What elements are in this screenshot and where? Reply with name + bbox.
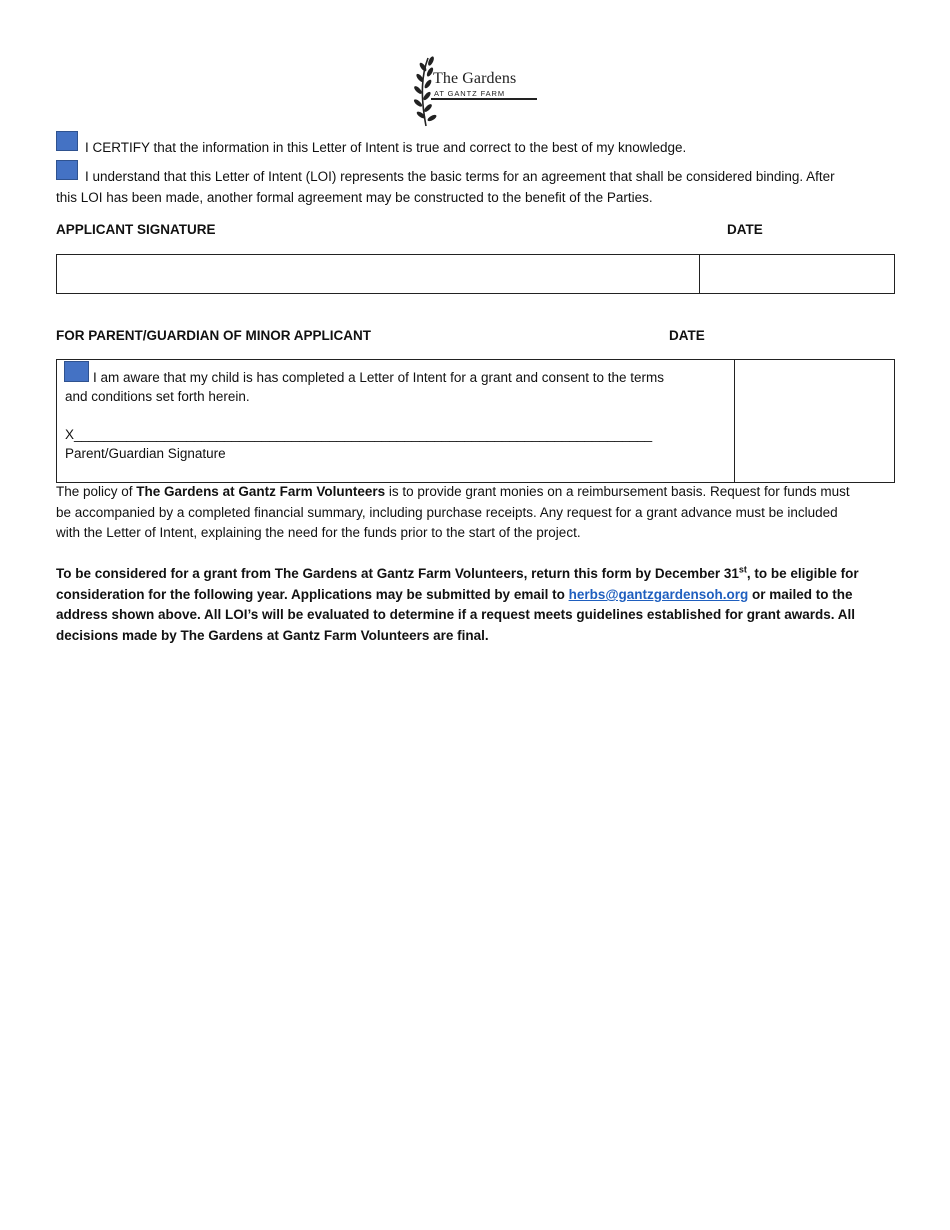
applicant-signature-label: APPLICANT SIGNATURE — [56, 222, 216, 237]
applicant-date-field[interactable] — [700, 255, 894, 293]
guardian-date-field[interactable] — [735, 360, 894, 482]
applicant-signature-field[interactable] — [57, 255, 699, 293]
applicant-date-label: DATE — [727, 222, 763, 237]
deadline-line2 — [56, 585, 853, 605]
guardian-consent-checkbox[interactable] — [64, 361, 89, 382]
policy-line1-rest: is to provide grant monies on a reimbursement basis. Request for funds must — [385, 484, 850, 499]
logo-subtitle: AT GANTZ FARM — [434, 89, 506, 98]
logo-title: The Gardens — [433, 70, 517, 87]
understand-statement-line2: this LOI has been made, another formal agreement may be constructed to the benefit of the Parties. — [56, 190, 653, 205]
deadline-line3: address shown above. All LOI’s will be evaluated to determine if a request meets guidelines established for grant awards. All — [56, 607, 855, 622]
policy-prefix: The policy of — [56, 484, 137, 499]
deadline-line1 — [56, 564, 859, 584]
policy-line2: be accompanied by a completed financial summary, including purchase receipts. Any request for a grant advance must be included — [56, 505, 838, 520]
email-link[interactable]: herbs@gantzgardensoh.org — [568, 587, 749, 602]
understand-checkbox[interactable] — [56, 160, 78, 180]
policy-line1 — [56, 482, 850, 502]
guardian-date-label: DATE — [669, 328, 705, 343]
deadline-line2-a: consideration for the following year. Applications may be submitted by email to — [56, 587, 569, 602]
policy-line3: with the Letter of Intent, explaining the need for the funds prior to the start of the project. — [56, 525, 581, 540]
certify-statement: I CERTIFY that the information in this Letter of Intent is true and correct to the best of my knowledge. — [85, 140, 687, 155]
certify-checkbox[interactable] — [56, 131, 78, 151]
gardens-logo — [412, 54, 540, 130]
guardian-heading: FOR PARENT/GUARDIAN OF MINOR APPLICANT — [56, 328, 371, 343]
logo-rule — [431, 98, 537, 100]
deadline-line2-b: or mailed to the — [748, 587, 853, 602]
guardian-signature-line[interactable]: X_____________________________________________________________________________ — [65, 427, 653, 442]
applicant-signature-table — [56, 254, 895, 294]
policy-org-name: The Gardens at Gantz Farm Volunteers — [136, 484, 386, 499]
guardian-signature-caption: Parent/Guardian Signature — [65, 446, 226, 461]
deadline-line1-b: , to be eligible for — [746, 566, 859, 581]
understand-statement-line1: I understand that this Letter of Intent (LOI) represents the basic terms for an agreement that shall be considered binding. After — [85, 169, 835, 184]
deadline-line4: decisions made by The Gardens at Gantz Farm Volunteers are final. — [56, 628, 489, 643]
guardian-consent-line2: and conditions set forth herein. — [65, 389, 250, 404]
deadline-line1-a: To be considered for a grant from The Gardens at Gantz Farm Volunteers, return this form by December 31 — [56, 566, 739, 581]
deadline-superscript: st — [738, 564, 747, 575]
guardian-consent-line1: I am aware that my child is has completed a Letter of Intent for a grant and consent to the terms — [93, 370, 665, 385]
